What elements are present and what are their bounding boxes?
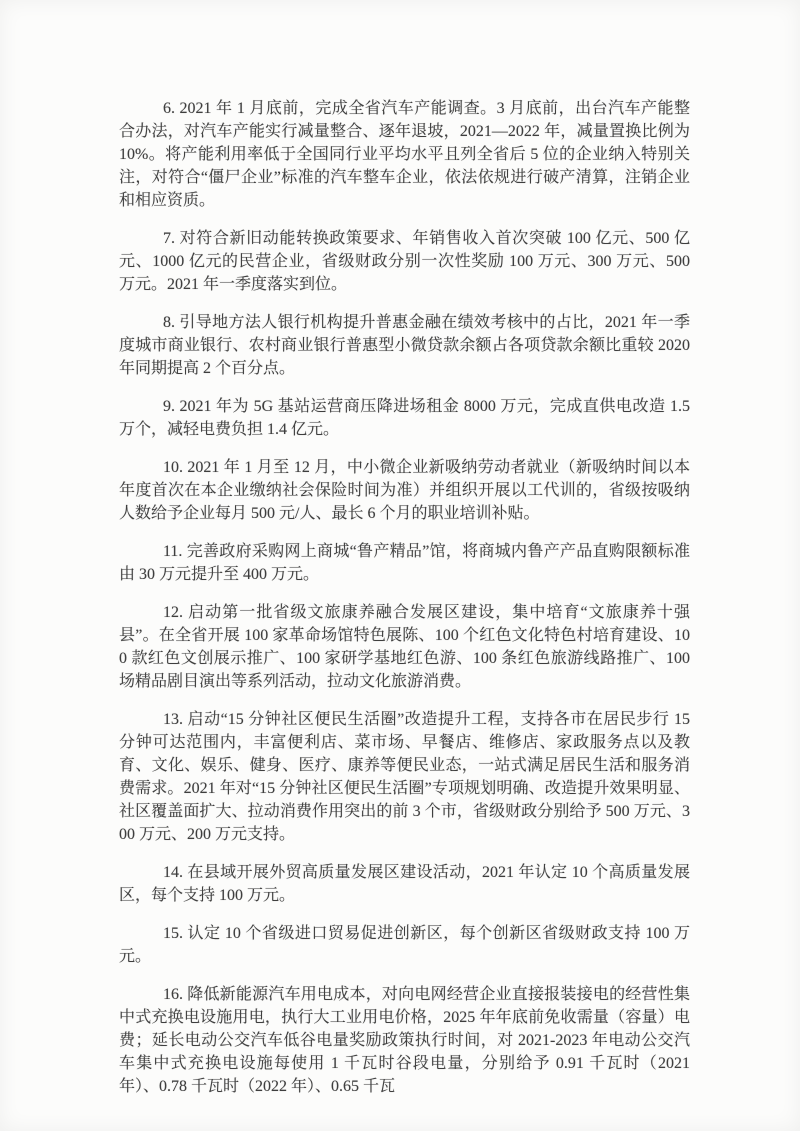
paragraph-12: 12. 启动第一批省级文旅康养融合发展区建设，集中培育“文旅康养十强县”。在全省开展 100 家革命场馆特色展陈、100 个红色文化特色村培育建设、100 款红色文创展示推广、100 家研学基地红色游、100 条红色旅游线路推广、100 场精品剧目演出等系列活动，拉动文化旅游消费。 — [119, 604, 690, 690]
paragraph-10: 10. 2021 年 1 月至 12 月，中小微企业新吸纳劳动者就业（新吸纳时间以本年度首次在本企业缴纳社会保险时间为准）并组织开展以工代训的，省级按吸纳人数给予企业每月 500 元/人、最长 6 个月的职业培训补贴。 — [119, 459, 690, 522]
paragraph-8: 8. 引导地方法人银行机构提升普惠金融在绩效考核中的占比，2021 年一季度城市商业银行、农村商业银行普惠型小微贷款余额占各项贷款余额比重较 2020 年同期提高 2 个百分点。 — [119, 314, 690, 377]
paragraph-6: 6. 2021 年 1 月底前，完成全省汽车产能调查。3 月底前，出台汽车产能整合办法，对汽车产能实行减量整合、逐年退坡，2021—2022 年，减量置换比例为 10%。将产能利用率低于全国同行业平均水平且列全省后 5 位的企业纳入特别关注，对符合“僵尸企业”标准的汽车整车企业，依法依规进行破产清算，注销企业和相应资质。 — [119, 100, 690, 209]
document-body — [119, 97, 690, 1113]
paragraph-9: 9. 2021 年为 5G 基站运营商压降进场租金 8000 万元，完成直供电改造 1.5 万个，减轻电费负担 1.4 亿元。 — [119, 398, 690, 438]
paragraph-13: 13. 启动“15 分钟社区便民生活圈”改造提升工程，支持各市在居民步行 15 分钟可达范围内，丰富便利店、菜市场、早餐店、维修店、家政服务点以及教育、文化、娱乐、健身、医疗、康养等便民业态，一站式满足居民生活和服务消费需求。2021 年对“15 分钟社区便民生活圈”专项规划明确、改造提升效果明显、社区覆盖面扩大、拉动消费作用突出的前 3 个市，省级财政分别给予 500 万元、300 万元、200 万元支持。 — [119, 711, 690, 843]
paragraph-16: 16. 降低新能源汽车用电成本，对向电网经营企业直接报装接电的经营性集中式充换电设施用电，执行大工业用电价格，2025 年年底前免收需量（容量）电费；延长电动公交汽车低谷电量奖励政策执行时间，对 2021-2023 年电动公交汽车集中式充换电设施每使用 1 千瓦时谷段电量，分别给予 0.91 千瓦时（2021 年）、0.78 千瓦时（2022 年）、0.65 千瓦 — [119, 986, 690, 1095]
paragraph-11: 11. 完善政府采购网上商城“鲁产精品”馆，将商城内鲁产产品直购限额标准由 30 万元提升至 400 万元。 — [119, 543, 690, 583]
paragraph-7: 7. 对符合新旧动能转换政策要求、年销售收入首次突破 100 亿元、500 亿元、1000 亿元的民营企业，省级财政分别一次性奖励 100 万元、300 万元、500 万元。2021 年一季度落实到位。 — [119, 230, 690, 293]
paragraph-15: 15. 认定 10 个省级进口贸易促进创新区，每个创新区省级财政支持 100 万元。 — [119, 925, 690, 965]
paragraph-14: 14. 在县域开展外贸高质量发展区建设活动，2021 年认定 10 个高质量发展区，每个支持 100 万元。 — [119, 864, 690, 904]
